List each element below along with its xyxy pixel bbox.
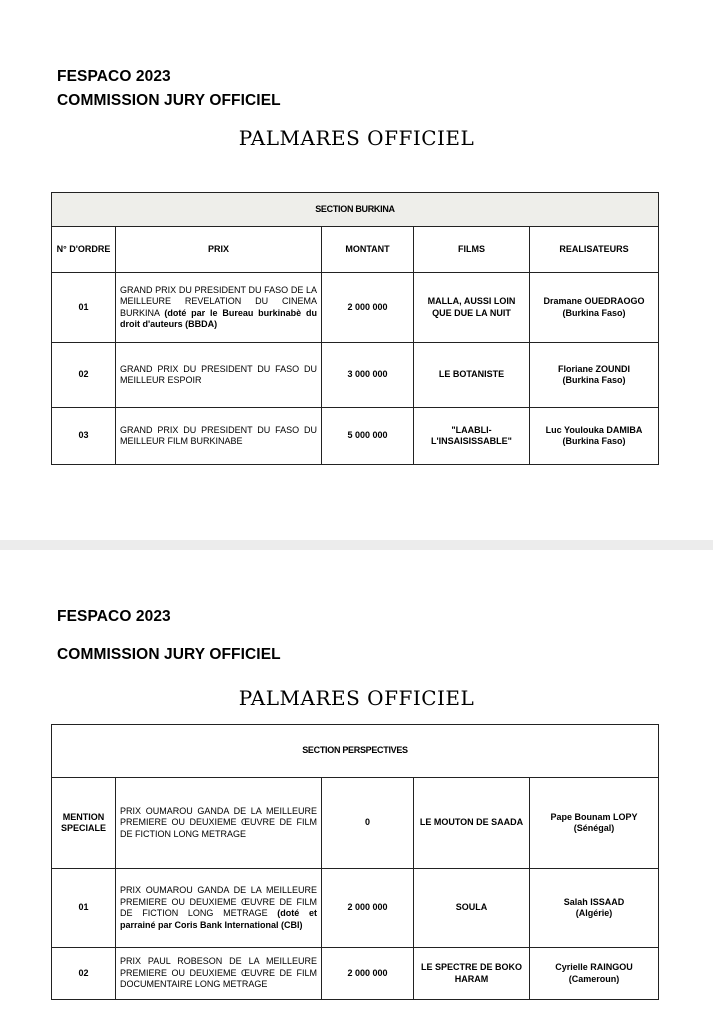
director-name: Salah ISSAAD — [563, 896, 625, 907]
page-separator — [0, 540, 713, 550]
director-country: (Cameroun) — [568, 973, 620, 984]
section-row — [52, 725, 659, 778]
header-montant: MONTANT — [322, 227, 414, 273]
table-row — [52, 343, 659, 408]
amount: 5 000 000 — [322, 408, 414, 465]
film-title: LE MOUTON DE SAADA — [414, 778, 530, 869]
prize-note: (doté et parrainé par Coris Bank International (CBI) — [120, 908, 317, 930]
director-country: (Burkina Faso) — [562, 307, 626, 318]
header-ordre: N° D'ORDRE — [52, 227, 116, 273]
prize-name: PRIX OUMAROU GANDA DE LA MEILLEURE PREMIERE OU DEUXIEME ŒUVRE DE FILM DE FICTION LONG METRAGE — [120, 805, 317, 839]
header-row — [52, 227, 659, 273]
director-name: Pape Bounam LOPY — [550, 811, 638, 822]
commission-heading: COMMISSION JURY OFFICIEL — [57, 92, 281, 109]
table-row — [52, 948, 659, 1000]
festival-heading: FESPACO 2023 — [57, 68, 171, 85]
table-row — [52, 408, 659, 465]
amount: 3 000 000 — [322, 343, 414, 408]
prize-cell — [116, 408, 322, 465]
order-number: 01 — [52, 869, 116, 948]
palmares-table-perspectives — [51, 724, 659, 1000]
prize-name: GRAND PRIX DU PRESIDENT DU FASO DU MEILLEUR ESPOIR — [120, 363, 317, 385]
director-cell — [530, 273, 659, 343]
amount: 2 000 000 — [322, 869, 414, 948]
film-title: LE BOTANISTE — [414, 343, 530, 408]
document-page-2 — [0, 550, 713, 1024]
prize-cell — [116, 778, 322, 869]
director-name: Luc Youlouka DAMIBA — [545, 424, 643, 435]
director-cell — [530, 408, 659, 465]
film-title: "LAABLI-L'INSAISISSABLE" — [414, 408, 530, 465]
header-films: FILMS — [414, 227, 530, 273]
order-number: MENTION SPECIALE — [52, 778, 116, 869]
director-cell — [530, 948, 659, 1000]
palmares-table-burkina — [51, 192, 659, 465]
prize-cell — [116, 343, 322, 408]
director-country: (Burkina Faso) — [562, 375, 626, 385]
prize-name: PRIX OUMAROU GANDA DE LA MEILLEURE PREMIERE OU DEUXIEME ŒUVRE DE FILM DE FICTION LONG METRAGE — [120, 885, 317, 918]
prize-name: GRAND PRIX DU PRESIDENT DU FASO DE LA MEILLEURE REVELATION DU CINEMA BURKINA — [120, 284, 317, 318]
document-title: PALMARES OFFICIEL — [238, 686, 475, 710]
prize-cell — [116, 273, 322, 343]
director-name: Cyrielle RAINGOU — [555, 962, 633, 972]
director-country: (Sénégal) — [573, 823, 615, 833]
amount: 0 — [322, 778, 414, 869]
table-row — [52, 869, 659, 948]
amount: 2 000 000 — [322, 273, 414, 343]
commission-heading: COMMISSION JURY OFFICIEL — [57, 646, 281, 663]
section-title: SECTION PERSPECTIVES — [52, 725, 659, 778]
prize-name: GRAND PRIX DU PRESIDENT DU FASO DU MEILLEUR FILM BURKINABE — [120, 424, 317, 446]
amount: 2 000 000 — [322, 948, 414, 1000]
header-realisateurs: REALISATEURS — [530, 227, 659, 273]
film-title: MALLA, AUSSI LOIN QUE DUE LA NUIT — [414, 273, 530, 343]
order-number: 03 — [52, 408, 116, 465]
director-cell — [530, 778, 659, 869]
film-title: SOULA — [414, 869, 530, 948]
order-number: 01 — [52, 273, 116, 343]
header-prix: PRIX — [116, 227, 322, 273]
table-row — [52, 778, 659, 869]
prize-cell — [116, 948, 322, 1000]
festival-heading: FESPACO 2023 — [57, 608, 171, 625]
director-country: (Algérie) — [575, 908, 613, 918]
director-cell — [530, 343, 659, 408]
table-row — [52, 273, 659, 343]
prize-name: PRIX PAUL ROBESON DE LA MEILLEURE PREMIERE OU DEUXIEME ŒUVRE DE FILM DOCUMENTAIRE LONG METRAGE — [120, 956, 317, 990]
director-name: Floriane ZOUNDI — [557, 363, 630, 374]
document-title: PALMARES OFFICIEL — [238, 126, 475, 150]
director-name: Dramane OUEDRAOGO — [543, 296, 645, 306]
prize-note: (doté par le Bureau burkinabè du droit d'auteurs (BBDA) — [120, 307, 317, 329]
director-cell — [530, 869, 659, 948]
order-number: 02 — [52, 948, 116, 1000]
section-title: SECTION BURKINA — [52, 193, 659, 227]
film-title: LE SPECTRE DE BOKO HARAM — [414, 948, 530, 1000]
section-row — [52, 193, 659, 227]
director-country: (Burkina Faso) — [562, 436, 626, 446]
prize-cell — [116, 869, 322, 948]
order-number: 02 — [52, 343, 116, 408]
